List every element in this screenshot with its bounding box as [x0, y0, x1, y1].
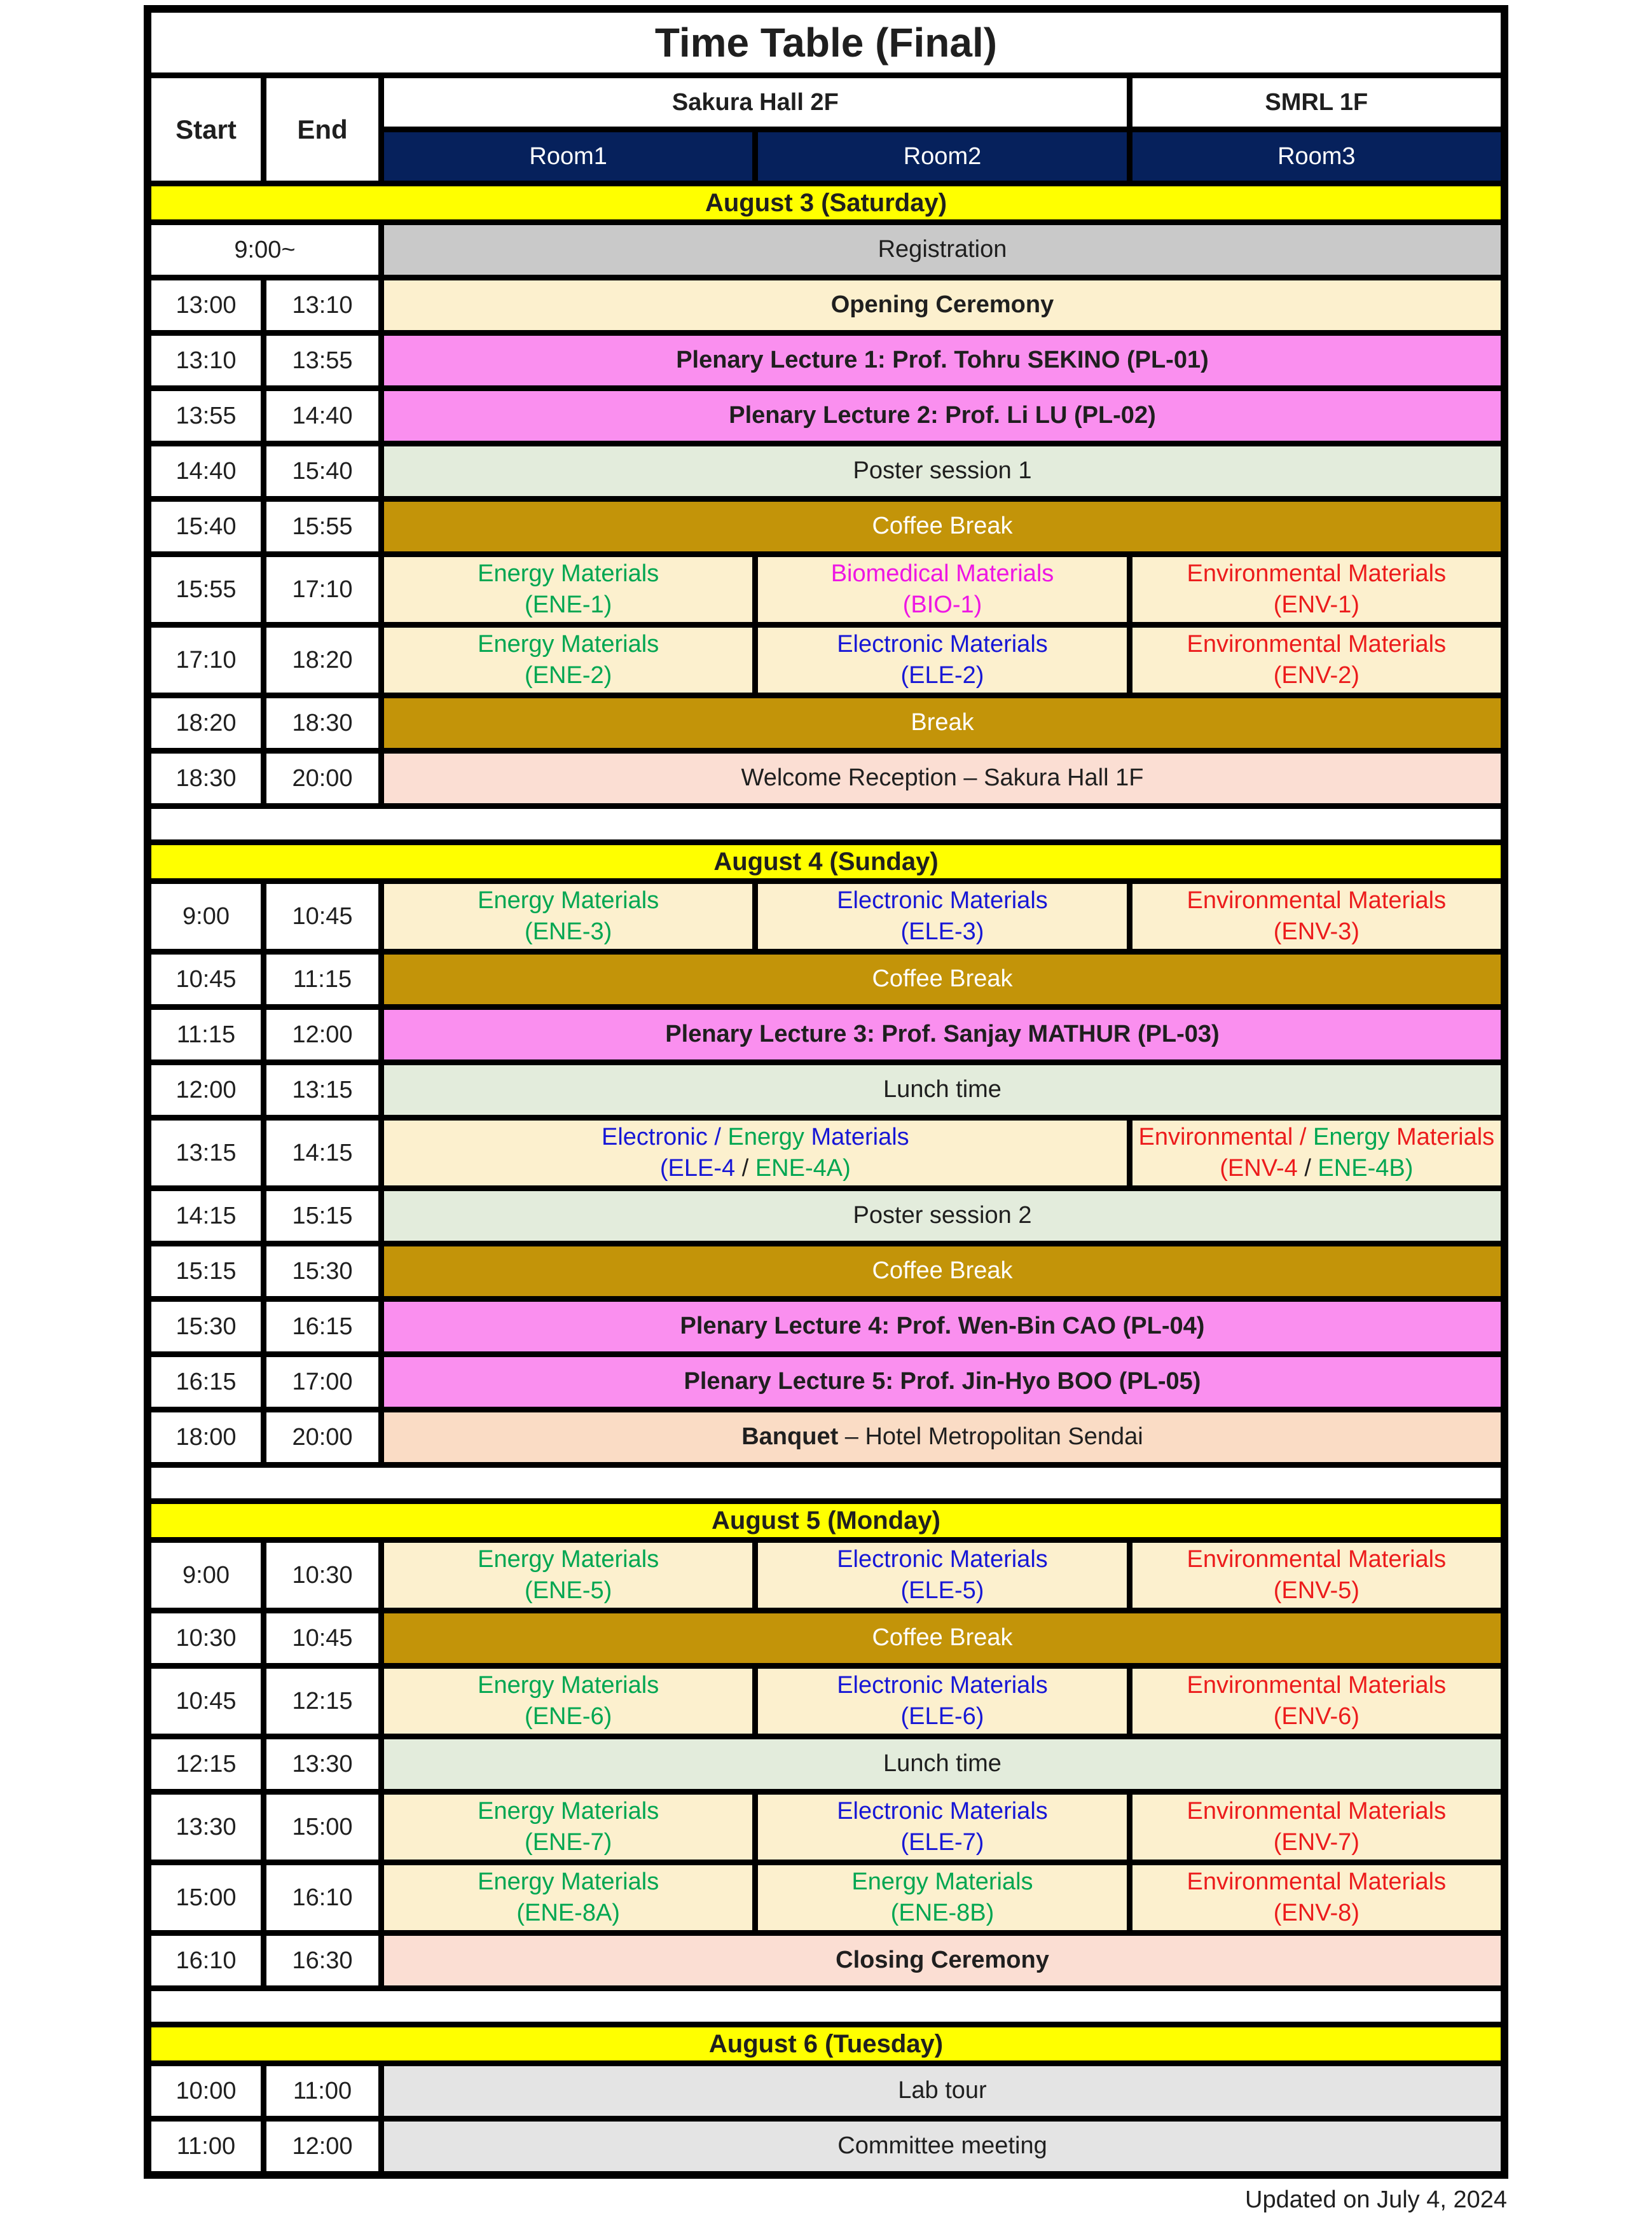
table-row — [151, 1357, 1501, 1407]
time-end-cell: 10:45 — [266, 1613, 378, 1663]
time-start-cell: 13:30 — [151, 1795, 261, 1860]
session-text: (ELE-7) — [900, 1829, 984, 1856]
session-text: Energy Materials — [478, 560, 659, 587]
session-text: Banquet — [741, 1423, 839, 1451]
time-start-cell: 15:40 — [151, 502, 261, 551]
table-header — [151, 78, 1501, 181]
session-text: (ENE-8A) — [516, 1900, 620, 1926]
table-row — [151, 1191, 1501, 1241]
time-end-cell: 11:15 — [266, 955, 378, 1004]
table-row — [151, 1739, 1501, 1789]
session-cell — [758, 1669, 1126, 1734]
table-row — [151, 1543, 1501, 1608]
session-cell-line — [1274, 1575, 1359, 1606]
time-start-cell: 15:15 — [151, 1246, 261, 1296]
time-end-cell: 16:10 — [266, 1865, 378, 1930]
session-cell-line — [1187, 629, 1447, 660]
session-text: / — [1304, 1155, 1311, 1182]
table-row — [151, 1246, 1501, 1296]
session-cell-line — [903, 590, 982, 621]
time-end-cell: 15:55 — [266, 502, 378, 551]
session-text: Coffee Break — [872, 1624, 1013, 1652]
session-text: Energy Materials — [478, 1868, 659, 1895]
hall-header-smrl: SMRL 1F — [1132, 78, 1501, 127]
session-cell-line — [901, 1827, 984, 1858]
time-start-cell: 17:10 — [151, 628, 261, 693]
session-cell-line — [478, 885, 659, 916]
time-end-cell: 16:15 — [266, 1302, 378, 1351]
table-row — [151, 2122, 1501, 2171]
session-cell — [1132, 557, 1501, 622]
session-text: (ELE-3) — [900, 918, 984, 945]
day-banner: August 4 (Sunday) — [151, 845, 1501, 878]
table-row — [151, 557, 1501, 622]
time-end-cell: 18:30 — [266, 698, 378, 748]
session-cell-line — [1274, 1701, 1359, 1732]
session-text: Lunch time — [883, 1750, 1002, 1777]
session-text: Registration — [878, 236, 1007, 263]
session-text: (ENV-6) — [1273, 1703, 1359, 1730]
table-row — [151, 1865, 1501, 1930]
session-cell — [384, 225, 1501, 275]
session-text: Opening Ceremony — [830, 291, 1054, 319]
session-text: ENE-4A) — [748, 1155, 851, 1182]
spacer-row — [151, 809, 1501, 839]
time-end-cell: 12:15 — [266, 1669, 378, 1734]
time-start-cell: 10:45 — [151, 955, 261, 1004]
session-cell-line — [525, 590, 612, 621]
session-cell — [758, 1795, 1126, 1860]
time-end-cell: 16:30 — [266, 1936, 378, 1985]
time-end-cell: 15:40 — [266, 446, 378, 496]
time-end-cell: 11:00 — [266, 2066, 378, 2116]
session-text: Plenary Lecture 2: Prof. Li LU (PL-02) — [729, 402, 1156, 429]
start-header: Start — [151, 78, 261, 181]
session-cell-line — [851, 1867, 1033, 1898]
session-text: ENE-4B) — [1311, 1155, 1414, 1182]
session-text: (ENE-3) — [525, 918, 612, 945]
session-cell-line — [741, 763, 1144, 794]
session-cell-line — [837, 1544, 1048, 1575]
session-text: (ENE-1) — [525, 591, 612, 618]
spacer-row — [151, 1991, 1501, 2022]
session-text: Materials — [804, 1123, 909, 1150]
session-text: (ENV-8) — [1273, 1900, 1359, 1926]
session-text: Electronic Materials — [837, 887, 1048, 914]
session-cell-line — [837, 1796, 1048, 1827]
session-text: Welcome Reception – Sakura Hall 1F — [741, 764, 1144, 792]
session-text: Plenary Lecture 1: Prof. Tohru SEKINO (PL-01) — [676, 347, 1209, 374]
session-cell-line — [676, 345, 1209, 376]
session-cell-line — [836, 1945, 1049, 1976]
session-cell — [384, 1010, 1501, 1059]
session-cell-line — [872, 511, 1012, 542]
time-end-cell: 13:15 — [266, 1065, 378, 1115]
time-start-cell: 18:20 — [151, 698, 261, 748]
session-cell-line — [853, 1200, 1032, 1231]
session-text: Electronic Materials — [837, 1797, 1048, 1825]
time-start-cell: 18:00 — [151, 1412, 261, 1462]
table-row — [151, 446, 1501, 496]
session-cell-line — [1274, 1898, 1359, 1929]
session-cell-line — [891, 1898, 995, 1929]
session-cell — [758, 628, 1126, 693]
time-end-cell: 20:00 — [266, 1412, 378, 1462]
session-cell-line — [1274, 1827, 1359, 1858]
time-end-cell: 12:00 — [266, 1010, 378, 1059]
session-text: (ENE-7) — [525, 1829, 612, 1856]
session-cell-line — [901, 1575, 984, 1606]
time-end-cell: 17:10 — [266, 557, 378, 622]
session-cell — [384, 1191, 1501, 1241]
session-cell — [384, 955, 1501, 1004]
session-cell — [384, 1613, 1501, 1663]
session-cell-line — [478, 1796, 659, 1827]
session-cell — [384, 2066, 1501, 2116]
time-start-cell: 9:00 — [151, 884, 261, 949]
session-cell-line — [872, 963, 1012, 995]
session-text: (ELE-5) — [900, 1577, 984, 1604]
session-text: Closing Ceremony — [836, 1947, 1049, 1974]
session-cell-line — [1274, 660, 1359, 691]
session-text: Environmental Materials — [1187, 1797, 1447, 1825]
time-start-cell: 12:15 — [151, 1739, 261, 1789]
session-text: (ENV-2) — [1273, 662, 1359, 689]
session-cell-line — [660, 1153, 851, 1184]
time-start-cell: 15:00 — [151, 1865, 261, 1930]
time-start-cell: 14:15 — [151, 1191, 261, 1241]
session-cell — [758, 557, 1126, 622]
session-cell — [1132, 1795, 1501, 1860]
time-start-cell: 16:10 — [151, 1936, 261, 1985]
day-banner: August 5 (Monday) — [151, 1504, 1501, 1537]
session-cell-line — [478, 558, 659, 590]
session-text: Energy Materials — [478, 630, 659, 658]
session-cell-line — [1187, 558, 1447, 590]
session-text: Environmental Materials — [1187, 1671, 1447, 1699]
session-cell — [384, 1543, 752, 1608]
table-row — [151, 1121, 1501, 1185]
table-row — [151, 1936, 1501, 1985]
time-end-cell: 10:30 — [266, 1543, 378, 1608]
session-text: Poster session 1 — [853, 457, 1032, 485]
session-text: (ENV-4 — [1220, 1155, 1305, 1182]
session-text: (ELE-4 — [659, 1155, 742, 1182]
session-cell — [384, 1412, 1501, 1462]
session-text: Lab tour — [898, 2077, 987, 2104]
day-banner: August 3 (Saturday) — [151, 186, 1501, 219]
time-end-cell: 14:40 — [266, 391, 378, 441]
session-cell — [384, 336, 1501, 385]
session-text: Plenary Lecture 3: Prof. Sanjay MATHUR (PL-03) — [665, 1021, 1220, 1048]
session-text: (ENV-5) — [1273, 1577, 1359, 1604]
session-cell-line — [525, 1575, 612, 1606]
session-cell — [384, 1357, 1501, 1407]
time-start-cell: 10:00 — [151, 2066, 261, 2116]
session-cell-line — [1138, 1122, 1494, 1153]
session-cell-line — [837, 885, 1048, 916]
session-cell-line — [901, 660, 984, 691]
session-cell — [384, 502, 1501, 551]
session-text: Plenary Lecture 5: Prof. Jin-Hyo BOO (PL-05) — [684, 1368, 1201, 1395]
time-cell-merged: 9:00~ — [151, 225, 378, 275]
time-start-cell: 16:15 — [151, 1357, 261, 1407]
time-end-cell: 13:10 — [266, 280, 378, 330]
session-cell — [758, 884, 1126, 949]
session-text: Committee meeting — [837, 2132, 1047, 2160]
time-end-cell: 13:30 — [266, 1739, 378, 1789]
session-text: (BIO-1) — [902, 591, 982, 618]
session-text: Coffee Break — [872, 965, 1013, 993]
session-cell-line — [853, 455, 1032, 487]
session-cell — [384, 1795, 752, 1860]
session-cell-line — [478, 629, 659, 660]
session-cell — [1132, 884, 1501, 949]
session-cell-line — [525, 660, 612, 691]
time-end-cell: 12:00 — [266, 2122, 378, 2171]
session-text: Energy Materials — [478, 1671, 659, 1699]
session-text: Break — [911, 709, 974, 736]
session-cell — [384, 1739, 1501, 1789]
table-row — [151, 1412, 1501, 1462]
session-text: Energy Materials — [851, 1868, 1033, 1895]
session-text: (ELE-2) — [900, 662, 984, 689]
table-row — [151, 1010, 1501, 1059]
session-cell — [384, 557, 752, 622]
session-cell-line — [878, 234, 1007, 265]
session-cell-line — [729, 400, 1155, 431]
table-row — [151, 1613, 1501, 1663]
table-row — [151, 1795, 1501, 1860]
session-cell — [384, 1121, 1127, 1185]
session-cell — [384, 280, 1501, 330]
session-cell-line — [872, 1255, 1012, 1287]
session-cell-line — [741, 1421, 1143, 1453]
time-end-cell: 14:15 — [266, 1121, 378, 1185]
session-cell-line — [1187, 1867, 1447, 1898]
session-cell — [384, 1246, 1501, 1296]
updated-caption: Updated on July 4, 2024 — [1245, 2186, 1507, 2213]
session-cell-line — [883, 1074, 1002, 1105]
time-start-cell: 13:55 — [151, 391, 261, 441]
session-text: Environmental Materials — [1187, 630, 1447, 658]
table-row — [151, 280, 1501, 330]
table-row — [151, 225, 1501, 275]
session-cell-line — [1187, 1796, 1447, 1827]
session-text: (ENE-8B) — [890, 1900, 995, 1926]
session-text: Coffee Break — [872, 513, 1013, 540]
table-row — [151, 698, 1501, 748]
time-start-cell: 15:30 — [151, 1302, 261, 1351]
session-cell-line — [831, 289, 1054, 321]
time-end-cell: 15:15 — [266, 1191, 378, 1241]
session-cell-line — [837, 629, 1048, 660]
table-row — [151, 1302, 1501, 1351]
session-text: Electronic / — [602, 1123, 728, 1150]
session-text: (ENE-6) — [525, 1703, 612, 1730]
session-text: (ENE-2) — [525, 662, 612, 689]
session-text: Electronic Materials — [837, 630, 1048, 658]
session-text: / — [741, 1155, 749, 1182]
session-cell-line — [602, 1122, 909, 1153]
end-header: End — [266, 78, 378, 181]
session-cell-line — [478, 1670, 659, 1701]
session-cell — [384, 884, 752, 949]
session-text: (ELE-6) — [900, 1703, 984, 1730]
room-header-room1: Room1 — [384, 132, 752, 181]
time-end-cell: 10:45 — [266, 884, 378, 949]
session-text: Energy — [1313, 1123, 1390, 1150]
session-cell-line — [1187, 1544, 1447, 1575]
session-text: Environmental Materials — [1187, 560, 1447, 587]
time-start-cell: 14:40 — [151, 446, 261, 496]
time-start-cell: 12:00 — [151, 1065, 261, 1115]
session-cell-line — [1274, 916, 1359, 948]
session-cell — [384, 1065, 1501, 1115]
session-cell — [384, 1865, 752, 1930]
session-cell-line — [837, 2130, 1047, 2162]
session-text: (ENV-3) — [1273, 918, 1359, 945]
table-row — [151, 955, 1501, 1004]
hall-header-sakura: Sakura Hall 2F — [384, 78, 1127, 127]
time-end-cell: 17:00 — [266, 1357, 378, 1407]
time-start-cell: 11:15 — [151, 1010, 261, 1059]
session-text: Lunch time — [883, 1076, 1002, 1103]
session-text: Energy Materials — [478, 1545, 659, 1573]
time-end-cell: 20:00 — [266, 754, 378, 803]
table-row — [151, 502, 1501, 551]
table-row — [151, 2066, 1501, 2116]
page-title: Time Table (Final) — [151, 13, 1501, 72]
session-text: Energy — [727, 1123, 804, 1150]
time-end-cell: 15:30 — [266, 1246, 378, 1296]
session-cell — [384, 1302, 1501, 1351]
session-cell — [1132, 1543, 1501, 1608]
time-start-cell: 13:15 — [151, 1121, 261, 1185]
session-cell-line — [478, 1544, 659, 1575]
session-cell-line — [872, 1622, 1012, 1653]
table-row — [151, 391, 1501, 441]
table-row — [151, 754, 1501, 803]
session-cell — [1132, 1669, 1501, 1734]
session-text: Environmental Materials — [1187, 887, 1447, 914]
session-text: Materials — [1389, 1123, 1495, 1150]
session-cell-line — [901, 916, 984, 948]
session-cell-line — [831, 558, 1054, 590]
session-cell-line — [525, 916, 612, 948]
time-start-cell: 13:10 — [151, 336, 261, 385]
session-cell-line — [1220, 1153, 1413, 1184]
time-start-cell: 15:55 — [151, 557, 261, 622]
time-start-cell: 11:00 — [151, 2122, 261, 2171]
session-cell-line — [478, 1867, 659, 1898]
session-cell-line — [1274, 590, 1359, 621]
session-cell-line — [525, 1827, 612, 1858]
session-cell-line — [898, 2075, 986, 2106]
session-text: Environmental Materials — [1187, 1868, 1447, 1895]
session-cell-line — [901, 1701, 984, 1732]
session-cell — [384, 754, 1501, 803]
room-header-room2: Room2 — [758, 132, 1126, 181]
session-text: Energy Materials — [478, 887, 659, 914]
session-cell-line — [684, 1366, 1201, 1397]
session-text: Environmental / — [1138, 1123, 1314, 1150]
session-cell-line — [883, 1748, 1002, 1779]
session-cell-line — [1187, 885, 1447, 916]
time-start-cell: 13:00 — [151, 280, 261, 330]
session-cell — [1132, 1121, 1501, 1185]
session-cell — [758, 1543, 1126, 1608]
session-text: Plenary Lecture 4: Prof. Wen-Bin CAO (PL-04) — [680, 1313, 1205, 1340]
table-row — [151, 884, 1501, 949]
time-end-cell: 15:00 — [266, 1795, 378, 1860]
timetable — [144, 5, 1508, 2179]
session-text: Environmental Materials — [1187, 1545, 1447, 1573]
time-end-cell: 18:20 — [266, 628, 378, 693]
table-row — [151, 628, 1501, 693]
session-cell-line — [665, 1019, 1219, 1050]
session-cell-line — [525, 1701, 612, 1732]
session-cell — [384, 2122, 1501, 2171]
day-banner: August 6 (Tuesday) — [151, 2027, 1501, 2060]
time-start-cell: 18:30 — [151, 754, 261, 803]
session-cell-line — [1187, 1670, 1447, 1701]
session-cell-line — [516, 1898, 620, 1929]
session-text: (ENE-5) — [525, 1577, 612, 1604]
session-text: Biomedical Materials — [830, 560, 1054, 587]
time-start-cell: 9:00 — [151, 1543, 261, 1608]
table-row — [151, 1669, 1501, 1734]
session-cell — [384, 698, 1501, 748]
session-cell — [1132, 1865, 1501, 1930]
session-cell — [384, 628, 752, 693]
session-text: Electronic Materials — [837, 1545, 1048, 1573]
session-cell — [1132, 628, 1501, 693]
session-cell — [384, 1669, 752, 1734]
room-header-room3: Room3 — [1132, 132, 1501, 181]
session-cell-line — [837, 1670, 1048, 1701]
session-text: Poster session 2 — [853, 1202, 1032, 1229]
session-text: (ENV-7) — [1273, 1829, 1359, 1856]
session-cell — [384, 1936, 1501, 1985]
session-text: Electronic Materials — [837, 1671, 1048, 1699]
time-start-cell: 10:30 — [151, 1613, 261, 1663]
session-cell — [758, 1865, 1126, 1930]
session-text: Coffee Break — [872, 1257, 1013, 1285]
session-text: – Hotel Metropolitan Sendai — [838, 1423, 1143, 1451]
session-cell — [384, 391, 1501, 441]
session-cell-line — [680, 1311, 1205, 1342]
time-start-cell: 10:45 — [151, 1669, 261, 1734]
spacer-row — [151, 1468, 1501, 1498]
table-row — [151, 336, 1501, 385]
session-cell-line — [911, 707, 974, 738]
time-end-cell: 13:55 — [266, 336, 378, 385]
session-cell — [384, 446, 1501, 496]
table-row — [151, 1065, 1501, 1115]
session-text: Energy Materials — [478, 1797, 659, 1825]
session-text: (ENV-1) — [1273, 591, 1359, 618]
